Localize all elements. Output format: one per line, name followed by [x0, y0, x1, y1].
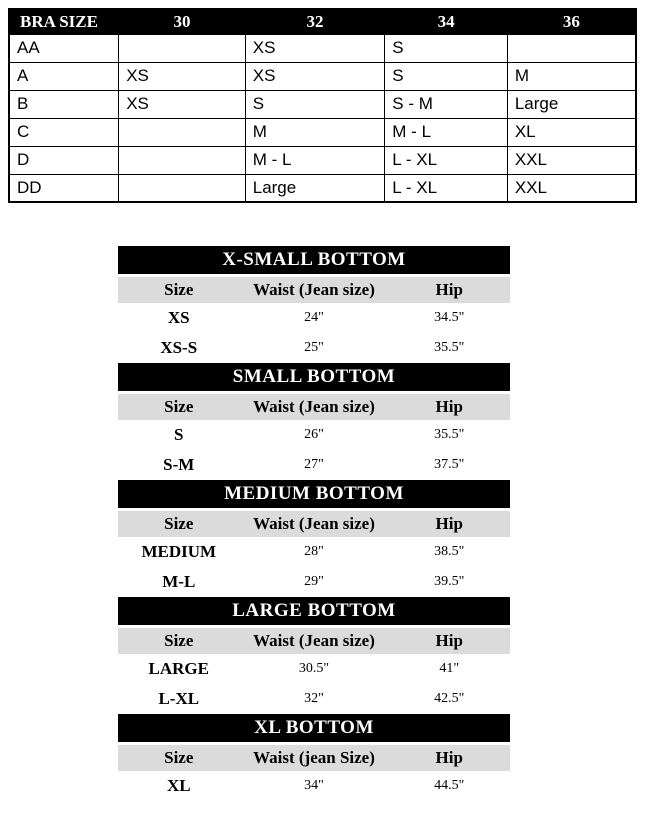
bra-table-header-row — [9, 9, 636, 34]
hip-cell: 41" — [439, 661, 460, 676]
size-section — [118, 246, 510, 363]
bra-table-row — [9, 146, 636, 174]
size-cell: XS-S — [160, 338, 198, 357]
bra-size-cell: Large — [507, 90, 636, 118]
bra-size-cell: XL — [507, 118, 636, 146]
size-row — [118, 333, 510, 363]
bra-size-cell: XS — [119, 62, 246, 90]
waist-cell: 27" — [304, 457, 324, 472]
section-column-headers — [118, 511, 510, 537]
section-column-headers — [118, 394, 510, 420]
hip-cell: 35.5" — [434, 427, 465, 442]
section-column-headers — [118, 745, 510, 771]
size-row — [118, 684, 510, 714]
bottom-size-tables — [118, 246, 510, 801]
bra-cup-label: AA — [9, 34, 119, 62]
bra-size-cell: XXL — [507, 146, 636, 174]
size-cell: XS — [167, 308, 190, 327]
bra-table-band-header: 32 — [245, 9, 385, 34]
column-header-waist: Waist (Jean size) — [253, 631, 375, 650]
column-header-size: Size — [164, 280, 194, 299]
size-cell: L-XL — [158, 689, 200, 708]
bra-table-row — [9, 34, 636, 62]
bra-size-cell: L - XL — [385, 146, 508, 174]
waist-cell: 30.5" — [298, 661, 330, 676]
waist-cell: 25" — [304, 340, 324, 355]
bra-size-cell: M — [507, 62, 636, 90]
hip-cell: 35.5" — [434, 340, 465, 355]
size-cell: XL — [166, 776, 191, 795]
bra-size-cell: M — [245, 118, 385, 146]
bra-table-row — [9, 90, 636, 118]
waist-cell: 32" — [304, 691, 324, 706]
size-row — [118, 654, 510, 684]
bra-size-cell: S - M — [385, 90, 508, 118]
hip-cell: 34.5" — [434, 310, 465, 325]
section-column-headers — [118, 628, 510, 654]
waist-cell: 24" — [304, 310, 324, 325]
section-title: MEDIUM BOTTOM — [118, 480, 510, 508]
bra-size-cell — [119, 118, 246, 146]
section-title: XL BOTTOM — [118, 714, 510, 742]
bra-size-table — [8, 8, 637, 203]
bra-size-cell — [119, 34, 246, 62]
bra-size-cell: XS — [245, 34, 385, 62]
size-cell: S-M — [163, 455, 195, 474]
hip-cell: 44.5" — [434, 778, 465, 793]
waist-cell: 34" — [304, 778, 324, 793]
column-header-size: Size — [164, 397, 194, 416]
bra-size-cell: XXL — [507, 174, 636, 202]
bra-size-cell: XS — [119, 90, 246, 118]
column-header-size: Size — [164, 631, 194, 650]
column-header-size: Size — [164, 748, 194, 767]
bra-size-cell: S — [385, 34, 508, 62]
size-cell: LARGE — [148, 659, 209, 678]
size-row — [118, 450, 510, 480]
size-cell: M-L — [162, 572, 196, 591]
column-header-size: Size — [164, 514, 194, 533]
hip-cell: 38.5" — [434, 544, 465, 559]
column-header-waist: Waist (jean Size) — [253, 748, 375, 767]
section-title: SMALL BOTTOM — [118, 363, 510, 391]
bra-size-cell: L - XL — [385, 174, 508, 202]
waist-cell: 29" — [304, 574, 324, 589]
section-column-headers — [118, 277, 510, 303]
size-row — [118, 420, 510, 450]
column-header-hip: Hip — [435, 280, 463, 299]
hip-cell: 39.5" — [434, 574, 465, 589]
bra-cup-label: DD — [9, 174, 119, 202]
section-title: LARGE BOTTOM — [118, 597, 510, 625]
column-header-hip: Hip — [435, 631, 463, 650]
bra-cup-label: D — [9, 146, 119, 174]
bra-cup-label: C — [9, 118, 119, 146]
column-header-hip: Hip — [435, 397, 463, 416]
bra-size-cell: M - L — [245, 146, 385, 174]
bra-size-cell: XS — [245, 62, 385, 90]
hip-cell: 42.5" — [434, 691, 465, 706]
bra-size-cell — [507, 34, 636, 62]
column-header-waist: Waist (Jean size) — [253, 280, 375, 299]
size-section — [118, 363, 510, 480]
size-section — [118, 714, 510, 801]
column-header-hip: Hip — [435, 514, 463, 533]
bra-table-corner-header: BRA SIZE — [9, 9, 119, 34]
bra-table-row — [9, 174, 636, 202]
bra-table-row — [9, 118, 636, 146]
bra-cup-label: B — [9, 90, 119, 118]
bra-cup-label: A — [9, 62, 119, 90]
size-cell: MEDIUM — [141, 542, 217, 561]
bra-table-row — [9, 62, 636, 90]
size-cell: S — [174, 425, 184, 444]
size-row — [118, 537, 510, 567]
size-section — [118, 597, 510, 714]
size-section — [118, 480, 510, 597]
bra-size-cell: M - L — [385, 118, 508, 146]
section-title: X-SMALL BOTTOM — [118, 246, 510, 274]
bra-size-cell: Large — [245, 174, 385, 202]
bra-table-band-header: 36 — [507, 9, 636, 34]
bra-size-cell: S — [245, 90, 385, 118]
hip-cell: 37.5" — [434, 457, 465, 472]
column-header-hip: Hip — [435, 748, 463, 767]
size-row — [118, 567, 510, 597]
column-header-waist: Waist (Jean size) — [253, 514, 375, 533]
bra-size-cell — [119, 174, 246, 202]
bra-table-band-header: 30 — [119, 9, 246, 34]
waist-cell: 26" — [304, 427, 324, 442]
bra-size-cell — [119, 146, 246, 174]
size-row — [118, 303, 510, 333]
waist-cell: 28" — [304, 544, 324, 559]
size-row — [118, 771, 510, 801]
bra-table-band-header: 34 — [385, 9, 508, 34]
bra-size-cell: S — [385, 62, 508, 90]
bra-table-body — [9, 34, 636, 202]
column-header-waist: Waist (Jean size) — [253, 397, 375, 416]
